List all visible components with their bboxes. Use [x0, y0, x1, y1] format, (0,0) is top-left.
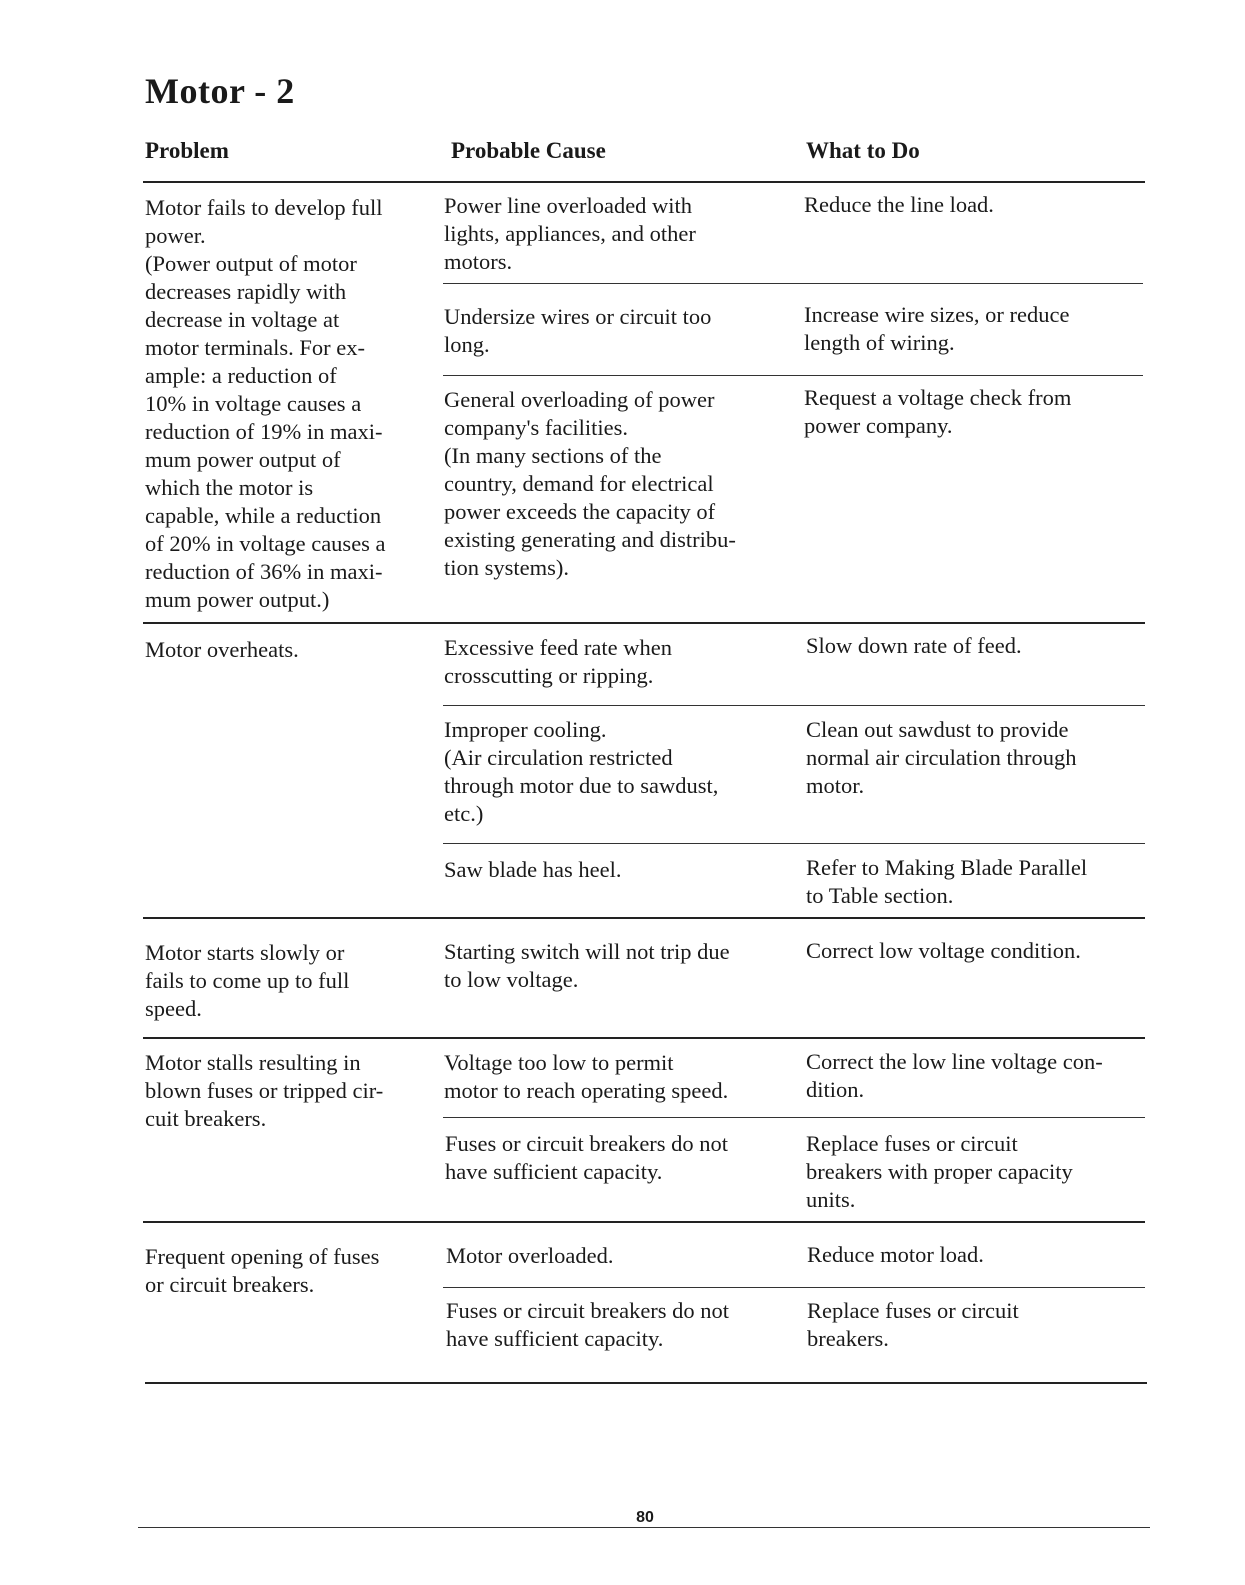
row-rule	[143, 1221, 1145, 1223]
table-bottom-rule	[145, 1382, 1147, 1384]
cause-cell: Excessive feed rate when crosscutting or ripping.	[444, 635, 673, 688]
todo-cell: Correct low voltage condition.	[806, 938, 1081, 963]
problem-cell: Motor starts slowly or fails to come up to full speed.	[145, 940, 350, 1021]
todo-cell: Refer to Making Blade Parallel to Table section.	[806, 855, 1088, 908]
problem-cell: Motor overheats.	[145, 637, 299, 662]
cause-rule	[443, 1287, 1145, 1288]
cause-cell: Undersize wires or circuit too long.	[444, 304, 712, 357]
problem-cell: Frequent opening of fuses or circuit breakers.	[145, 1244, 380, 1297]
cause-cell: Fuses or circuit breakers do not have sufficient capacity.	[446, 1298, 730, 1351]
problem-cell: Motor stalls resulting in blown fuses or tripped cir- cuit breakers.	[145, 1050, 384, 1131]
header-rule	[143, 181, 1145, 183]
footer-rule	[138, 1527, 1150, 1528]
todo-cell: Correct the low line voltage con- dition.	[806, 1049, 1103, 1102]
problem-cell: Motor fails to develop full power. (Power output of motor decreases rapidly with decrease in voltage at motor terminals. For ex- ample: a reduction of 10% in voltage causes a reduction of 19% in maxi- mum power output of which the motor is capable, while a reduction of 20% in voltage causes a reduction of 36% in maxi- mum power output.)	[145, 195, 386, 612]
cause-cell: Power line overloaded with lights, appliances, and other motors.	[444, 193, 696, 274]
row-rule	[143, 917, 1145, 919]
row-rule	[143, 1037, 1145, 1039]
todo-cell: Clean out sawdust to provide normal air circulation through motor.	[806, 717, 1077, 798]
cause-rule	[443, 843, 1145, 844]
cause-cell: Motor overloaded.	[446, 1243, 614, 1268]
row-rule	[143, 622, 1145, 624]
todo-cell: Slow down rate of feed.	[806, 633, 1022, 658]
cause-rule	[443, 705, 1145, 706]
todo-cell: Request a voltage check from power company.	[804, 385, 1072, 438]
cause-rule	[443, 1117, 1145, 1118]
cause-cell: Fuses or circuit breakers do not have sufficient capacity.	[445, 1131, 729, 1184]
header-problem: Problem	[145, 138, 229, 163]
cause-rule	[443, 375, 1143, 376]
todo-cell: Replace fuses or circuit breakers with proper capacity units.	[806, 1131, 1073, 1212]
cause-cell: General overloading of power company's facilities. (In many sections of the country, demand for electrical power exceeds the capacity of existing generating and distribu- tion systems).	[444, 387, 736, 580]
todo-cell: Reduce the line load.	[804, 192, 994, 217]
cause-cell: Starting switch will not trip due to low voltage.	[444, 939, 730, 992]
cause-cell: Saw blade has heel.	[444, 857, 622, 882]
todo-cell: Replace fuses or circuit breakers.	[807, 1298, 1019, 1351]
header-probable-cause: Probable Cause	[451, 138, 606, 163]
cause-cell: Improper cooling. (Air circulation restricted through motor due to sawdust, etc.)	[444, 717, 719, 826]
cause-cell: Voltage too low to permit motor to reach operating speed.	[444, 1050, 729, 1103]
todo-cell: Increase wire sizes, or reduce length of wiring.	[804, 302, 1070, 355]
page-number: 80	[636, 1509, 654, 1526]
todo-cell: Reduce motor load.	[807, 1242, 984, 1267]
cause-rule	[443, 283, 1143, 284]
page-title: Motor - 2	[145, 71, 295, 111]
header-what-to-do: What to Do	[806, 138, 920, 163]
